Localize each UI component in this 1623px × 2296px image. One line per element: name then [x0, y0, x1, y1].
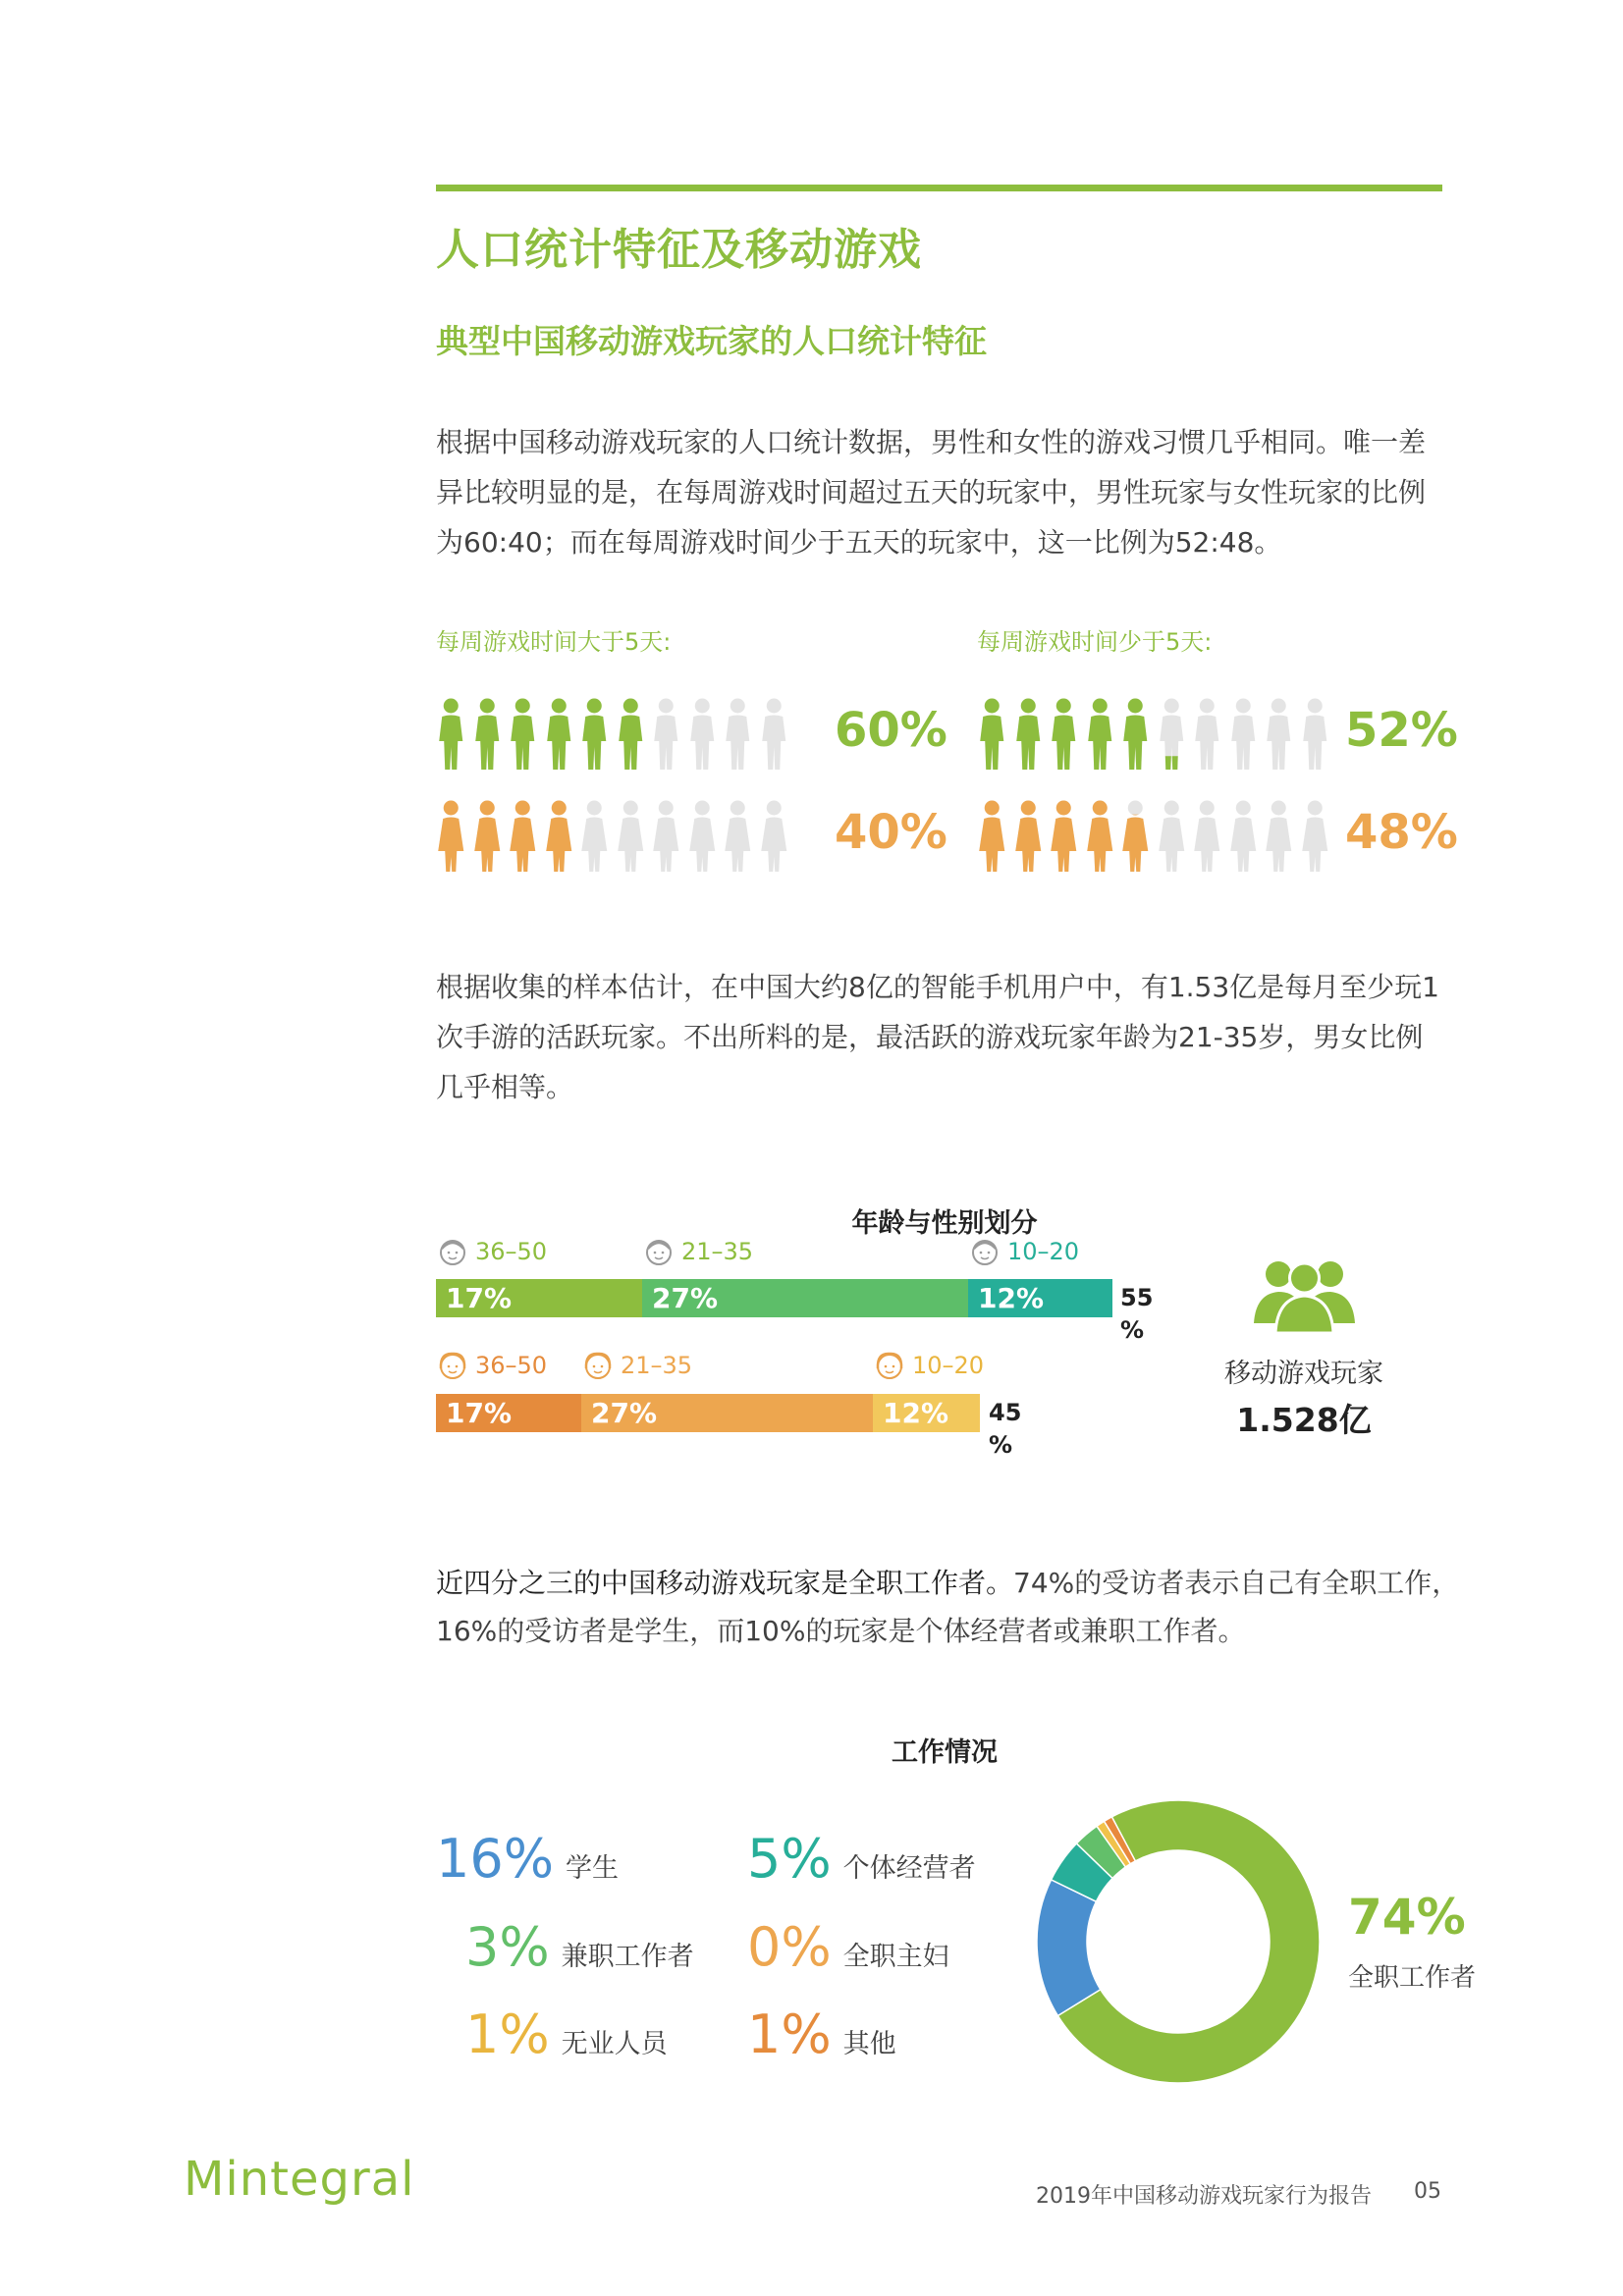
bar-segment: 17% [436, 1394, 581, 1432]
male-person-icon [544, 698, 574, 771]
legend-item [747, 2003, 896, 2065]
male-total [1120, 1282, 1160, 1347]
female-person-icon [977, 800, 1007, 873]
male-percent: 60% [835, 703, 947, 758]
age-range: 10–20 [1007, 1238, 1080, 1265]
female-person-icon [723, 800, 753, 873]
male-person-icon [687, 698, 718, 771]
female-total-number: 45 [989, 1399, 1022, 1426]
paragraph-1 [436, 417, 1426, 567]
female-person-icon [759, 800, 789, 873]
male-person-icon [1157, 698, 1187, 771]
top-rule [436, 185, 1442, 191]
donut-slice-1 [1037, 1880, 1101, 2016]
female-person-icon [1157, 800, 1187, 873]
highlight-text: 近四分之三的中国移动游戏玩家是全职工作者。 [436, 1567, 1014, 1599]
girl-face-icon [581, 1351, 615, 1380]
female-percent: 40% [835, 805, 947, 860]
bar-segment: 12% [968, 1279, 1112, 1317]
paragraph-line: 次手游的活跃玩家。不出所料的是，最活跃的游戏玩家年龄为21-35岁，男女比例 [436, 1021, 1424, 1053]
age-label [581, 1351, 692, 1380]
male-icon-row [977, 698, 1329, 771]
employment-chart-title: 工作情况 [892, 1737, 998, 1768]
male-person-icon [651, 698, 681, 771]
female-total [989, 1397, 1028, 1462]
male-person-icon [616, 698, 646, 771]
paragraph-line: 为60:40；而在每周游戏时间少于五天的玩家中，这一比例为52:48。 [436, 526, 1282, 559]
male-person-icon [759, 698, 789, 771]
male-person-icon [579, 698, 610, 771]
male-total-number: 55 [1120, 1284, 1154, 1311]
female-person-icon [1120, 800, 1151, 873]
male-person-icon [508, 698, 538, 771]
bar-segment: 12% [873, 1394, 980, 1432]
paragraph-line: 几乎相等。 [436, 1071, 574, 1103]
boy-face-icon [642, 1237, 676, 1266]
section-title: 人口统计特征及移动游戏 [436, 225, 922, 275]
bar-segment: 17% [436, 1279, 642, 1317]
male-person-icon [472, 698, 503, 771]
legend-item [465, 1916, 694, 1978]
female-person-icon [1264, 800, 1294, 873]
paragraph-line: 16%的受访者是学生，而10%的玩家是个体经营者或兼职工作者。 [436, 1615, 1246, 1647]
legend-percent: 16% [436, 1828, 555, 1890]
female-person-icon [651, 800, 681, 873]
female-age-bar [436, 1394, 980, 1432]
female-person-icon [1228, 800, 1259, 873]
players-group-icon [1252, 1255, 1357, 1333]
bar-segment: 27% [581, 1394, 873, 1432]
age-chart-title: 年龄与性别划分 [851, 1208, 1038, 1239]
male-percent: 52% [1345, 703, 1458, 758]
legend-item [465, 2003, 668, 2065]
paragraph-3 [436, 1559, 1459, 1655]
paragraph-line: 根据中国移动游戏玩家的人口统计数据，男性和女性的游戏习惯几乎相同。唯一差 [436, 426, 1427, 458]
female-person-icon [436, 800, 466, 873]
age-range: 21–35 [621, 1352, 693, 1379]
subtitle: 典型中国移动游戏玩家的人口统计特征 [436, 322, 987, 360]
age-range: 21–35 [681, 1238, 754, 1265]
mintegral-logo: Mintegral [184, 2152, 415, 2207]
age-label [436, 1351, 547, 1380]
legend-item [747, 1916, 949, 1978]
male-icon-row [436, 698, 788, 771]
legend-percent: 3% [465, 1916, 550, 1978]
age-label [968, 1237, 1079, 1266]
female-person-icon [579, 800, 610, 873]
male-person-icon [436, 698, 466, 771]
employment-donut-chart [1031, 1794, 1325, 2089]
male-person-icon [1264, 698, 1294, 771]
female-icon-row [436, 800, 788, 873]
female-icon-row [977, 800, 1329, 873]
legend-label: 兼职工作者 [561, 1942, 694, 1972]
players-label: 移动游戏玩家 [1224, 1359, 1383, 1389]
legend-label: 个体经营者 [842, 1853, 976, 1884]
age-range: 10–20 [912, 1352, 985, 1379]
female-person-icon [508, 800, 538, 873]
female-person-icon [544, 800, 574, 873]
legend-percent: 5% [747, 1828, 832, 1890]
male-person-icon [1049, 698, 1079, 771]
female-person-icon [472, 800, 503, 873]
male-person-icon [723, 698, 753, 771]
paragraph-line: 根据收集的样本估计，在中国大约8亿的智能手机用户中，有1.53亿是每月至少玩1 [436, 971, 1439, 1003]
male-person-icon [1192, 698, 1222, 771]
group-label-more-than-5-days: 每周游戏时间大于5天: [436, 628, 672, 656]
players-count: 1.528亿 [1236, 1401, 1372, 1439]
age-label [642, 1237, 753, 1266]
paragraph-line [436, 1559, 1459, 1607]
legend-percent: 1% [747, 2003, 832, 2065]
female-person-icon [1013, 800, 1044, 873]
male-person-icon [977, 698, 1007, 771]
female-total-unit: % [989, 1431, 1013, 1459]
male-person-icon [1013, 698, 1044, 771]
main-slice-percent: 74% [1348, 1889, 1466, 1946]
age-range: 36–50 [475, 1352, 548, 1379]
male-person-icon [1085, 698, 1115, 771]
female-person-icon [1192, 800, 1222, 873]
female-person-icon [1300, 800, 1330, 873]
male-total-unit: % [1120, 1316, 1145, 1344]
age-label [873, 1351, 984, 1380]
bar-segment: 27% [642, 1279, 968, 1317]
body-text: 74%的受访者表示自己有全职工作， [1013, 1567, 1460, 1599]
boy-face-icon [436, 1237, 469, 1266]
legend-percent: 0% [747, 1916, 832, 1978]
page-number: 05 [1414, 2179, 1441, 2204]
male-person-icon [1300, 698, 1330, 771]
legend-label: 其他 [842, 2029, 896, 2059]
female-person-icon [616, 800, 646, 873]
legend-label: 无业人员 [561, 2029, 668, 2059]
legend-item [747, 1828, 976, 1890]
girl-face-icon [873, 1351, 906, 1380]
female-person-icon [687, 800, 718, 873]
legend-percent: 1% [465, 2003, 550, 2065]
male-person-icon [1120, 698, 1151, 771]
main-slice-label: 全职工作者 [1348, 1963, 1477, 1993]
paragraph-line: 异比较明显的是，在每周游戏时间超过五天的玩家中，男性玩家与女性玩家的比例 [436, 476, 1427, 508]
group-label-less-than-5-days: 每周游戏时间少于5天: [977, 628, 1213, 656]
age-range: 36–50 [475, 1238, 548, 1265]
legend-item [436, 1828, 619, 1890]
age-label [436, 1237, 547, 1266]
legend-label: 全职主妇 [842, 1942, 949, 1972]
legend-label: 学生 [566, 1853, 620, 1884]
female-person-icon [1049, 800, 1079, 873]
boy-face-icon [968, 1237, 1001, 1266]
female-person-icon [1085, 800, 1115, 873]
girl-face-icon [436, 1351, 469, 1380]
female-percent: 48% [1345, 805, 1458, 860]
male-age-bar [436, 1279, 1112, 1317]
footer-report-title: 2019年中国移动游戏玩家行为报告 [1036, 2184, 1372, 2209]
male-person-icon [1228, 698, 1259, 771]
paragraph-2 [436, 962, 1439, 1112]
